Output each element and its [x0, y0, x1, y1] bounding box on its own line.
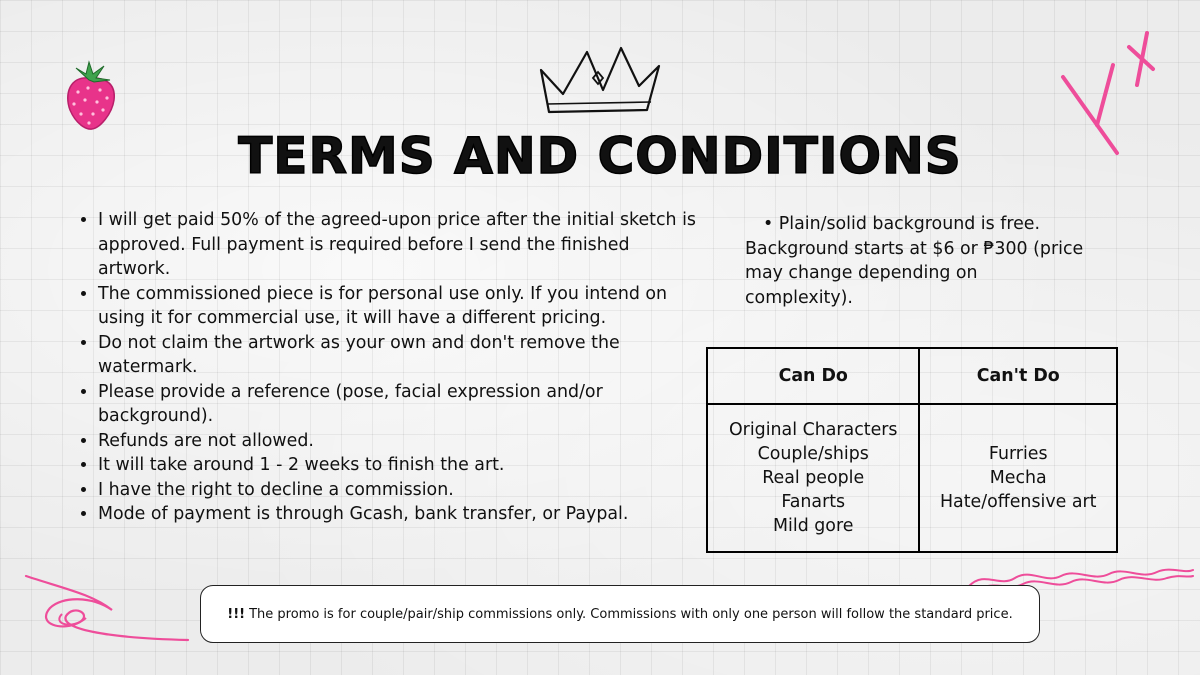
- can-do-item: Original Characters: [728, 420, 898, 440]
- background-note-text: Background starts at $6 or ₱300 (price may change depending on complexity).: [745, 238, 1084, 308]
- pink-scribble-left-icon: [22, 566, 194, 646]
- promo-text: The promo is for couple/pair/ship commissions only. Commissions with only one person will follow the standard price.: [249, 606, 1013, 622]
- can-do-cell: [707, 404, 919, 552]
- list-item: • Refunds are not allowed.: [98, 429, 698, 454]
- list-item: • Mode of payment is through Gcash, bank transfer, or Paypal.: [98, 502, 698, 527]
- cant-do-cell: [919, 404, 1117, 552]
- list-item: • I have the right to decline a commission.: [98, 478, 698, 503]
- can-do-header: Can Do: [707, 348, 919, 404]
- promo-marker: !!!: [227, 606, 246, 622]
- list-item: • Please provide a reference (pose, facial expression and/or background).: [98, 380, 698, 429]
- terms-list: [78, 208, 698, 527]
- cant-do-item: Mecha: [989, 468, 1047, 488]
- list-item: • The commissioned piece is for personal use only. If you intend on using it for commercial use, it will have a different pricing.: [98, 282, 698, 331]
- can-do-item: Fanarts: [781, 492, 846, 512]
- list-item: • Do not claim the artwork as your own and don't remove the watermark.: [98, 331, 698, 380]
- list-item: • It will take around 1 - 2 weeks to finish the art.: [98, 453, 698, 478]
- can-do-item: Couple/ships: [757, 444, 869, 464]
- background-note-bullet: • Plain/solid background is free.: [763, 214, 1041, 234]
- background-note: [745, 212, 1085, 310]
- crown-doodle-icon: [535, 38, 665, 120]
- can-do-item: Real people: [762, 468, 865, 488]
- can-do-item: Mild gore: [773, 516, 854, 536]
- page-title: TERMS AND CONDITIONS: [238, 127, 962, 185]
- cant-do-item: Furries: [988, 444, 1048, 464]
- background-note-bullet-text: Plain/solid background is free.: [778, 214, 1041, 234]
- cant-do-item: Hate/offensive art: [939, 492, 1097, 512]
- strawberry-icon: [56, 60, 122, 132]
- promo-notice: [200, 585, 1040, 643]
- can-do-table: [706, 347, 1118, 553]
- cant-do-header: Can't Do: [919, 348, 1117, 404]
- list-item: • I will get paid 50% of the agreed-upon price after the initial sketch is approved. Full payment is required before I send the finished artwork.: [98, 208, 698, 282]
